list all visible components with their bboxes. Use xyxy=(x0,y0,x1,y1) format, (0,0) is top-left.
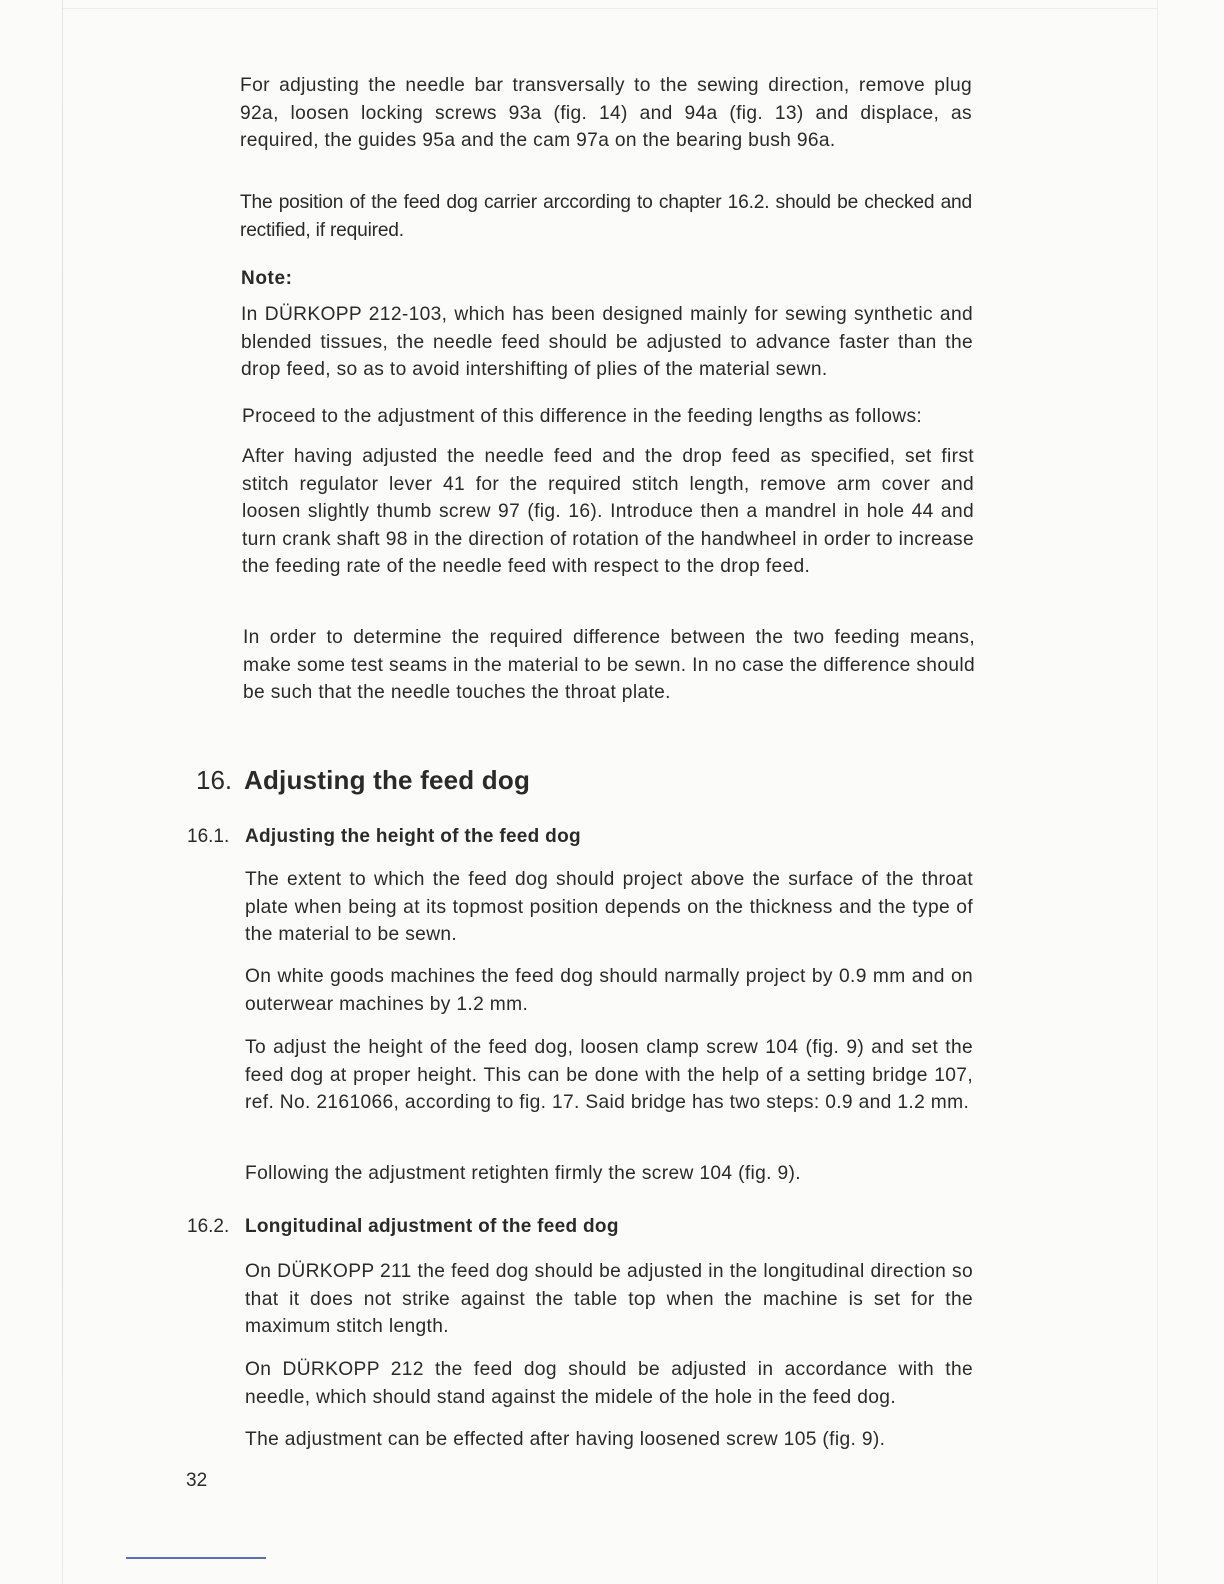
subsection-number: 16.2. xyxy=(187,1216,230,1237)
paragraph-durkopp-211: On DÜRKOPP 211 the feed dog should be adjusted in the longitudinal direction so that it does not strike against the table top when the machine is set for the maximum stitch length. xyxy=(245,1261,973,1337)
section-title: Adjusting the feed dog xyxy=(244,765,531,795)
paragraph-screw-105: The adjustment can be effected after having loosened screw 105 (fig. 9). xyxy=(245,1429,886,1450)
subsection-title: Longitudinal adjustment of the feed dog xyxy=(245,1216,619,1237)
paragraph-projection-values: On white goods machines the feed dog should narmally project by 0.9 mm and on outerwear machines by 1.2 mm. xyxy=(245,966,973,1015)
page-right-edge xyxy=(1157,0,1158,1584)
page-top-edge xyxy=(62,8,1158,9)
page-left-edge xyxy=(62,0,63,1584)
section-number: 16. xyxy=(196,765,233,795)
subsection-title: Adjusting the height of the feed dog xyxy=(245,826,581,847)
bottom-rule xyxy=(126,1557,266,1559)
paragraph-adjustment-procedure: After having adjusted the needle feed and the drop feed as specified, set first stitch regulator lever 41 for the required stitch length, remove arm cover and loosen slightly thumb screw 97 (fig. 16). Introduce then a mandrel in hole 44 and turn crank shaft 98 in the direction of rotation of the handwheel in order to increase the feeding rate of the needle feed with respect to the drop feed. xyxy=(242,446,974,577)
paragraph-proceed-adjustment: Proceed to the adjustment of this difference in the feeding lengths as follows: xyxy=(242,406,923,427)
paragraph-needle-bar-adjustment: For adjusting the needle bar transversally to the sewing direction, remove plug 92a, loosen locking screws 93a (fig. 14) and 94a (fig. 13) and displace, as required, the guides 95a and the cam 97a on the bearing bush 96a. xyxy=(240,75,972,151)
note-label: Note: xyxy=(241,268,293,289)
paragraph-feed-dog-carrier-check: The position of the feed dog carrier arccording to chapter 16.2. should be checked and rectified, if required. xyxy=(240,192,972,241)
paragraph-retighten-screw: Following the adjustment retighten firmly the screw 104 (fig. 9). xyxy=(245,1163,801,1184)
paragraph-durkopp-212: On DÜRKOPP 212 the feed dog should be adjusted in accordance with the needle, which should stand against the midele of the hole in the feed dog. xyxy=(245,1359,973,1408)
paragraph-height-adjustment: To adjust the height of the feed dog, loosen clamp screw 104 (fig. 9) and set the feed dog at proper height. This can be done with the help of a setting bridge 107, ref. No. 2161066, according to fig. 17. Said bridge has two steps: 0.9 and 1.2 mm. xyxy=(245,1037,973,1113)
subsection-number: 16.1. xyxy=(187,826,230,847)
paragraph-feed-dog-projection: The extent to which the feed dog should project above the surface of the throat plate when being at its topmost position depends on the thickness and the type of the material to be sewn. xyxy=(245,869,973,945)
paragraph-note-durkopp-212-103: In DÜRKOPP 212-103, which has been designed mainly for sewing synthetic and blended tissues, the needle feed should be adjusted to advance faster than the drop feed, so as to avoid intershifting of plies of the material sewn. xyxy=(241,304,973,380)
page-number: 32 xyxy=(186,1470,208,1491)
paragraph-test-seams: In order to determine the required difference between the two feeding means, make some test seams in the material to be sewn. In no case the difference should be such that the needle touches the throat plate. xyxy=(243,627,975,703)
